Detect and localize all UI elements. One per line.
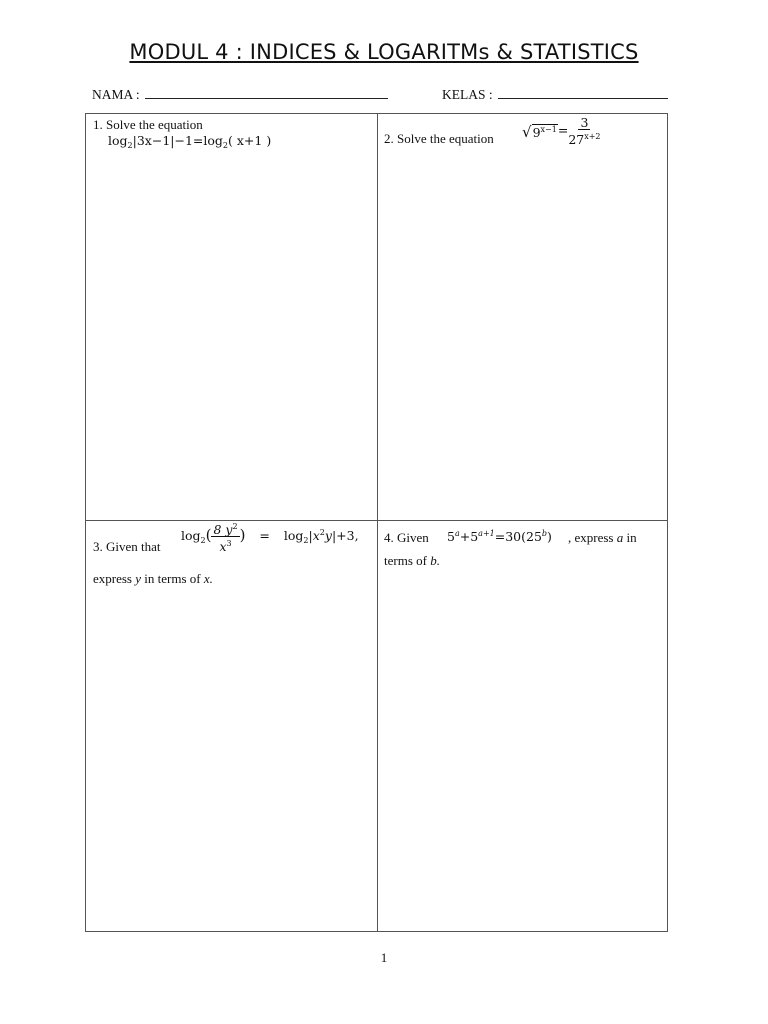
- denominator-base: x: [219, 539, 227, 554]
- radicand-exponent: x−1: [540, 124, 557, 134]
- equation-tail: +3,: [336, 528, 359, 543]
- equals-sign: =: [259, 528, 270, 543]
- question-2-equation: [522, 116, 601, 146]
- square-root: $√9^{x-1}$: [522, 122, 557, 141]
- term-exponent: a+1: [478, 529, 495, 538]
- followup-variable: x.: [203, 571, 213, 586]
- fraction: [568, 116, 600, 146]
- followup-text: express: [93, 571, 132, 586]
- numerator-exponent: 2: [232, 522, 238, 531]
- log-base: 2: [222, 141, 229, 150]
- paren-base: (25: [521, 529, 542, 544]
- question-text: Given that: [106, 539, 161, 554]
- question-3-equation: $\log_2$( $\frac{8 y^2}{x^3}$ ) = $\log_2|x^2y|+3$,: [181, 522, 359, 554]
- denominator-base: 27: [568, 132, 585, 147]
- fraction-numerator: [211, 520, 239, 537]
- fraction: [211, 520, 239, 553]
- followup-variable: y: [135, 571, 142, 586]
- question-3-followup: [93, 570, 213, 587]
- kelas-field: [442, 86, 668, 103]
- question-grid: [85, 113, 668, 932]
- numerator-term: 8 y: [213, 522, 233, 537]
- nama-field: [92, 86, 388, 103]
- fraction-denominator: [219, 537, 231, 553]
- plus-sign: +: [459, 529, 471, 544]
- question-number: 1.: [93, 117, 103, 132]
- log-function: log: [181, 528, 201, 543]
- fraction-numerator: 3: [580, 115, 589, 130]
- kelas-label: KELAS :: [442, 87, 493, 102]
- page-number: 1: [380, 950, 388, 965]
- question-text: Solve the equation: [106, 117, 203, 132]
- question-4-equation: [447, 526, 552, 545]
- question-1-equation: [108, 133, 271, 154]
- question-4-prompt: [384, 529, 429, 546]
- term-exponent: a: [454, 529, 460, 538]
- equation-middle: −1=: [174, 133, 204, 148]
- log-function: log: [283, 528, 304, 543]
- equals-sign: =30: [494, 529, 522, 544]
- question-3-prompt: [93, 538, 161, 555]
- log-base: 2: [127, 141, 133, 150]
- nama-blank-line[interactable]: [145, 86, 388, 99]
- question-number: 4.: [384, 530, 394, 545]
- log-base: 2: [303, 536, 309, 545]
- denominator-exponent: x+2: [584, 132, 601, 141]
- suffix-variable: a: [616, 530, 624, 545]
- question-text: Given: [397, 530, 429, 545]
- log-base: 2: [200, 536, 206, 545]
- paren-exponent: b: [541, 529, 548, 538]
- log-function: log: [203, 133, 223, 148]
- page-title: MODUL 4 : INDICES & LOGARITMs & STATISTICS: [129, 40, 639, 64]
- suffix-text: , express: [568, 530, 614, 545]
- grid-divider-horizontal: [86, 520, 667, 521]
- question-4-line2: [384, 552, 440, 569]
- fraction-denominator: [568, 130, 600, 146]
- equals-sign: =: [557, 122, 569, 138]
- question-2-prompt: [384, 130, 494, 147]
- question-text: Solve the equation: [397, 131, 494, 146]
- log-function: log: [108, 133, 128, 148]
- suffix-text: in: [626, 530, 637, 545]
- argument-y: y: [324, 528, 332, 543]
- question-number: 3.: [93, 539, 103, 554]
- term-base: 5: [470, 529, 479, 544]
- log-argument: ( x+1 ): [228, 133, 272, 148]
- term-base: 5: [447, 529, 455, 544]
- followup-text: in terms of: [144, 571, 201, 586]
- paren-close: ): [547, 529, 552, 544]
- line2-variable: b.: [430, 553, 440, 568]
- argument-x-exponent: 2: [319, 528, 325, 537]
- grid-divider-vertical: [377, 114, 378, 931]
- log-argument: |3x−1|: [132, 133, 175, 148]
- denominator-exponent: 3: [226, 539, 232, 548]
- line2-text: terms of: [384, 553, 427, 568]
- kelas-blank-line[interactable]: [498, 86, 668, 99]
- nama-label: NAMA :: [92, 87, 140, 102]
- radicand-base: 9: [532, 124, 541, 140]
- argument-x: x: [312, 528, 320, 543]
- question-4-suffix: [568, 529, 637, 546]
- question-1-prompt: [93, 116, 203, 133]
- question-number: 2.: [384, 131, 394, 146]
